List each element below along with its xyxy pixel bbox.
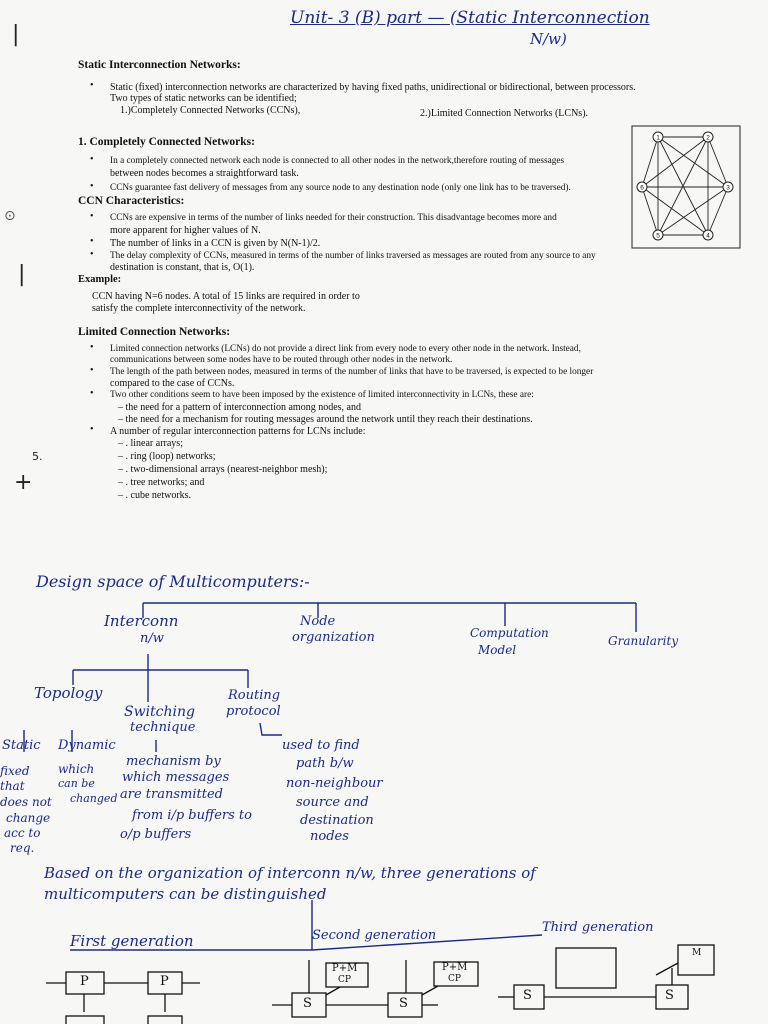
node-granularity: Granularity [608, 634, 679, 648]
switching-desc: from i/p buffers to [132, 808, 252, 823]
processor-label: P [80, 974, 89, 989]
switching-desc: are transmitted [120, 787, 223, 802]
margin-mark: ⊙ [4, 208, 16, 224]
routing-desc: source and [296, 795, 369, 810]
node-node: Node [300, 614, 336, 629]
node-switching: Switching [124, 704, 195, 720]
node-interconn: Interconn [104, 612, 179, 630]
ccn-text: destination is constant, that is, O(1). [110, 262, 255, 273]
switch-label: S [399, 996, 408, 1011]
ccn-text: The number of links in a CCN is given by N(N-1)/2. [110, 238, 321, 249]
margin-mark: 5. [32, 450, 43, 463]
static-heading: Static Interconnection Networks: [78, 59, 241, 71]
dynamic-desc: which [58, 762, 95, 776]
node-label: 1 [656, 134, 660, 142]
node-label: 3 [726, 184, 730, 192]
example-text: CCN having N=6 nodes. A total of 15 links are required in order to [92, 291, 360, 302]
node-label: 6 [640, 184, 644, 192]
bullet: • [90, 342, 94, 353]
lcn-text: compared to the case of CCNs. [110, 378, 235, 389]
ccn-text: CCNs guarantee fast delivery of messages from any source node to any destination node (only one link has to be traversed). [110, 183, 571, 193]
static-desc: acc to [4, 826, 41, 840]
lcn-text: A number of regular interconnection patterns for LCNs include: [110, 426, 366, 437]
bullet: • [90, 80, 94, 91]
generations-text: multicomputers can be distinguished [44, 885, 327, 903]
bullet: • [90, 211, 94, 222]
routing-desc: path b/w [296, 756, 354, 771]
ccn-text: CCNs are expensive in terms of the number of links needed for their construction. This disadvantage becomes more and [110, 213, 557, 223]
switching-desc: which messages [122, 770, 230, 785]
routing-desc: nodes [310, 829, 349, 844]
node-label: 4 [706, 232, 710, 240]
routing-desc: used to find [282, 738, 360, 753]
pm-label: P+M [332, 963, 358, 974]
processor-label: P [160, 974, 169, 989]
generations-text: Based on the organization of interconn n/w, three generations of [44, 864, 536, 882]
dynamic-desc: can be [58, 777, 95, 790]
first-generation-label: First generation [70, 932, 194, 950]
unit-header-line2: N/w) [530, 30, 567, 48]
static-desc: does not [0, 795, 52, 809]
ccn-text: The delay complexity of CCNs, measured in terms of the number of links traversed as messages are routed from any source to any [110, 251, 596, 261]
dynamic-desc: changed [70, 792, 118, 805]
lcn-text: Limited connection networks (LCNs) do not provide a direct link from every node to every other node in the network. Instead, [110, 344, 581, 354]
lcn-text: Two other conditions seem to have been imposed by the existence of limited interconnectivity in LCNs, these are: [110, 390, 534, 400]
lcn-pattern: – . tree networks; and [118, 477, 205, 488]
node-routing: Routing [228, 688, 281, 703]
margin-mark: + [14, 470, 33, 495]
node-computation-sub: Model [478, 643, 517, 657]
switch-label: S [303, 996, 312, 1011]
bullet: • [90, 236, 94, 247]
pm-label: P+M [442, 962, 468, 973]
bullet: • [90, 249, 94, 260]
second-generation-label: Second generation [312, 928, 437, 943]
ccn-text: more apparent for higher values of N. [110, 225, 261, 236]
lcn-text: The length of the path between nodes, measured in terms of the number of links that have to be traversed, is expected to be longer [110, 367, 594, 377]
node-static: Static [2, 738, 41, 753]
switching-desc: mechanism by [126, 754, 221, 769]
node-switching-sub: technique [130, 720, 196, 735]
switch-label: S [523, 988, 532, 1003]
node-node-sub: organization [292, 630, 375, 645]
unit-header: Unit- 3 (B) part — (Static Interconnection [290, 8, 650, 28]
ccn-char-heading: CCN Characteristics: [78, 195, 185, 207]
routing-desc: non-neighbour [286, 776, 383, 791]
routing-desc: destination [300, 813, 374, 828]
static-text: Static (fixed) interconnection networks are characterized by having fixed paths, unidirectional or bidirectional, between processors. [110, 82, 636, 93]
bullet: • [90, 424, 94, 435]
lcn-heading: Limited Connection Networks: [78, 326, 231, 338]
static-type-2: 2.)Limited Connection Networks (LCNs). [420, 108, 589, 119]
static-desc: req. [10, 841, 35, 855]
node-label: 2 [706, 134, 710, 142]
lcn-condition: – the need for a mechanism for routing messages around the network until they reach their destinations. [118, 414, 533, 425]
example-heading: Example: [78, 274, 122, 285]
bullet: • [90, 154, 94, 165]
example-text: satisfy the complete interconnectivity of the network. [92, 303, 306, 314]
static-text: Two types of static networks can be identified; [110, 93, 297, 104]
ccn-text: between nodes becomes a straightforward task. [110, 168, 299, 179]
node-dynamic: Dynamic [58, 738, 116, 753]
bullet: • [90, 365, 94, 376]
node-label: 5 [656, 232, 660, 240]
ccn-heading: 1. Completely Connected Networks: [78, 136, 255, 148]
margin-mark: | [18, 262, 26, 287]
switch-label: S [665, 988, 674, 1003]
memory-label: M [692, 948, 702, 958]
node-interconn-sub: n/w [140, 631, 164, 646]
bullet: • [90, 388, 94, 399]
lcn-pattern: – . two-dimensional arrays (nearest-neighbor mesh); [118, 464, 328, 475]
node-computation: Computation [470, 626, 549, 640]
lcn-pattern: – . cube networks. [118, 490, 192, 501]
lcn-text: communications between some nodes have to be routed through other nodes in the network. [110, 355, 453, 365]
static-desc: fixed [0, 764, 30, 778]
margin-mark: | [12, 22, 20, 47]
third-generation-label: Third generation [542, 920, 654, 935]
cp-label: CP [448, 974, 461, 984]
bullet: • [90, 181, 94, 192]
node-routing-sub: protocol [226, 704, 281, 719]
switching-desc: o/p buffers [120, 827, 192, 842]
node-topology: Topology [34, 684, 103, 702]
static-type-1: 1.)Completely Connected Networks (CCNs), [120, 105, 301, 116]
cp-label: CP [338, 975, 351, 985]
ccn-text: In a completely connected network each node is connected to all other nodes in the network,therefore routing of messages [110, 156, 565, 166]
design-space-title: Design space of Multicomputers:- [36, 572, 310, 591]
static-desc: that [0, 779, 25, 793]
lcn-condition: – the need for a pattern of interconnection among nodes, and [118, 402, 361, 413]
lcn-pattern: – . ring (loop) networks; [118, 451, 216, 462]
static-desc: change [6, 811, 51, 825]
lcn-pattern: – . linear arrays; [118, 438, 183, 449]
